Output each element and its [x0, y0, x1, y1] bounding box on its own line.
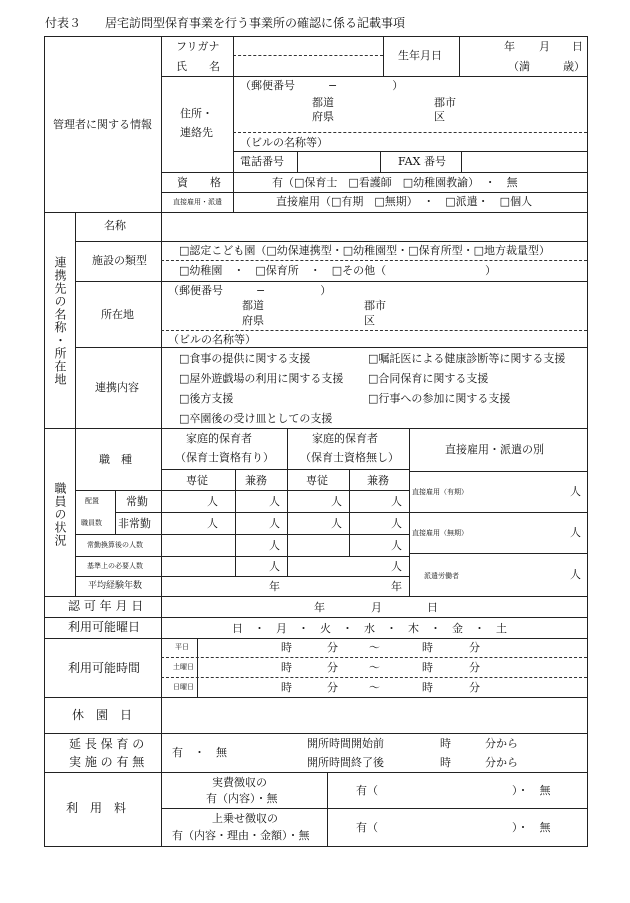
employment-label: 直接雇用・派遣 — [173, 198, 222, 206]
tilde: 〜 — [369, 681, 380, 694]
approval-date-label: 認 可 年 月 日 — [68, 599, 144, 613]
regular-label: 常勤 — [126, 495, 148, 508]
manager-postal: （郵便番号 − ） — [240, 79, 404, 92]
weekday-label: 平日 — [175, 643, 189, 651]
unit-person: 人 — [331, 495, 342, 508]
manager-pref-line1: 都道 — [312, 96, 334, 109]
facility-type-label: 施設の類型 — [92, 254, 147, 267]
tel-label: 電話番号 — [240, 155, 284, 168]
parttime-header: 兼務 — [367, 474, 389, 487]
support-item[interactable]: □卒園後の受け皿としての支援 — [179, 412, 333, 425]
manager-city-line1: 郡市 — [434, 96, 456, 109]
tilde: 〜 — [369, 661, 380, 674]
manager-building: （ビルの名称等） — [240, 136, 328, 149]
partner-name-label: 名称 — [104, 219, 126, 232]
hour-unit: 時 — [281, 641, 292, 654]
extra-cost-label-line2: 有（内容・理由・金額）・無 — [172, 829, 310, 842]
partner-postal: （郵便番号 − ） — [168, 284, 332, 297]
unit-person: 人 — [269, 560, 280, 573]
parttime-header: 兼務 — [245, 474, 267, 487]
extended-care-label-line1: 延 長 保 育 の — [69, 737, 145, 751]
form-number: 付表３ — [45, 16, 82, 30]
hour-unit: 時 — [422, 681, 433, 694]
extended-care-options[interactable]: 有 ・ 無 — [172, 746, 227, 759]
minute-unit: 分 — [327, 661, 338, 674]
after-closing-label: 開所時間終了後 — [307, 756, 384, 769]
approval-year: 年 — [314, 601, 325, 614]
furigana-label: フリガナ — [176, 40, 220, 53]
facility-type-line2[interactable]: □幼稚園 ・ □保育所 ・ □その他（ ） — [179, 264, 497, 277]
support-item[interactable]: □後方支援 — [179, 392, 234, 405]
partner-pref-line2: 府県 — [242, 314, 264, 327]
unit-person: 人 — [391, 517, 402, 530]
qualification-label: 資 格 — [177, 176, 221, 189]
emp-dispatch-label: 派遣労働者 — [424, 572, 459, 580]
tilde: 〜 — [369, 641, 380, 654]
approval-month: 月 — [371, 601, 382, 614]
birth-year-label: 年 — [504, 40, 515, 53]
actual-cost-yes[interactable]: 有（ — [356, 784, 378, 797]
hour-unit: 時 — [281, 681, 292, 694]
fulltime-header: 専従 — [186, 474, 208, 487]
hour-unit: 時 — [281, 661, 292, 674]
support-item[interactable]: □嘱託医による健康診断等に関する支援 — [368, 352, 566, 365]
unit-year: 年 — [269, 580, 280, 593]
name-input[interactable] — [235, 57, 381, 74]
tel-input[interactable] — [299, 153, 378, 170]
partner-pref-line1: 都道 — [242, 299, 264, 312]
minutes-from: 分から — [485, 737, 518, 750]
support-item[interactable]: □屋外遊戯場の利用に関する支援 — [179, 372, 344, 385]
partner-location-label: 所在地 — [101, 308, 134, 321]
manager-city-line2: 区 — [434, 110, 445, 123]
extra-cost-yes[interactable]: 有（ — [356, 821, 378, 834]
avg-years-label: 平均経験年数 — [88, 581, 143, 591]
closed-days-input[interactable] — [163, 699, 586, 731]
header-unqualified-line2: （保育士資格無し） — [300, 451, 399, 464]
unit-person: 人 — [269, 495, 280, 508]
employment-options[interactable]: 直接雇用（□有期 □無期） ・ □派遣・ □個人 — [276, 195, 533, 208]
form-title: 居宅訪問型保育事業を行う事業所の確認に係る記載事項 — [105, 16, 406, 30]
fax-input[interactable] — [463, 153, 585, 170]
approval-day: 日 — [427, 601, 438, 614]
unit-person: 人 — [570, 485, 581, 498]
support-item[interactable]: □合同保育に関する支援 — [368, 372, 489, 385]
support-item[interactable]: □食事の提供に関する支援 — [179, 352, 311, 365]
available-hours-label: 利用可能時間 — [68, 661, 141, 675]
fulltime-header: 専従 — [306, 474, 328, 487]
actual-cost-label-line2: 有（内容）・無 — [206, 792, 278, 805]
birthdate-label: 生年月日 — [398, 49, 442, 62]
minute-unit: 分 — [327, 641, 338, 654]
qualification-options[interactable]: 有（□保育士 □看護師 □幼稚園教諭） ・ 無 — [272, 176, 518, 189]
furigana-input[interactable] — [235, 38, 381, 54]
manager-section-label: 管理者に関する情報 — [53, 118, 152, 131]
partner-name-input[interactable] — [163, 214, 586, 239]
hour-unit: 時 — [440, 737, 451, 750]
unit-person: 人 — [391, 495, 402, 508]
staff-count-label: 職員数 — [81, 519, 102, 527]
extra-cost-no[interactable]: ）・ 無 — [512, 821, 551, 834]
actual-cost-label-line1: 実費徴収の — [212, 776, 267, 789]
fee-label: 利 用 料 — [66, 801, 127, 815]
minutes-from: 分から — [485, 756, 518, 769]
hour-unit: 時 — [422, 661, 433, 674]
birth-month-label: 月 — [539, 40, 550, 53]
partner-city-line2: 区 — [364, 314, 375, 327]
unit-person: 人 — [207, 517, 218, 530]
minute-unit: 分 — [469, 641, 480, 654]
unit-person: 人 — [269, 539, 280, 552]
support-item[interactable]: □行事への参加に関する支援 — [368, 392, 511, 405]
staff-section-label: 職員の状況 — [53, 482, 67, 547]
minute-unit: 分 — [469, 661, 480, 674]
name-label: 氏 名 — [176, 60, 220, 73]
unit-person: 人 — [570, 526, 581, 539]
emp-fixed-label: 直接雇用（有期） — [412, 488, 468, 496]
closed-days-label: 休 園 日 — [72, 708, 133, 722]
address-label-line2: 連絡先 — [180, 126, 213, 139]
header-qualified-line1: 家庭的保育者 — [186, 432, 252, 445]
available-days-options[interactable]: 日 ・ 月 ・ 火 ・ 水 ・ 木 ・ 金 ・ 土 — [232, 622, 507, 635]
header-employment-type: 直接雇用・派遣の別 — [445, 443, 544, 456]
header-qualified-line2: （保育士資格有り） — [175, 451, 274, 464]
partner-building: （ビルの名称等） — [168, 333, 256, 346]
unit-person: 人 — [391, 560, 402, 573]
before-opening-label: 開所時間開始前 — [307, 737, 384, 750]
partner-content-label: 連携内容 — [95, 381, 139, 394]
minute-unit: 分 — [469, 681, 480, 694]
unit-person: 人 — [570, 568, 581, 581]
birth-day-label: 日 — [572, 40, 583, 53]
manager-pref-line2: 府県 — [312, 110, 334, 123]
required-label: 基準上の必要人数 — [87, 562, 143, 570]
unit-person: 人 — [207, 495, 218, 508]
address-label-line1: 住所・ — [180, 107, 213, 120]
placement-label: 配置 — [85, 497, 99, 505]
sunday-label: 日曜日 — [173, 683, 194, 691]
partner-section-label: 連携先の名称・所在地 — [53, 256, 67, 386]
unit-person: 人 — [331, 517, 342, 530]
partner-city-line1: 郡市 — [364, 299, 386, 312]
facility-type-line1[interactable]: □認定こども園（□幼保連携型・□幼稚園型・□保育所型・□地方裁量型） — [179, 244, 550, 257]
available-days-label: 利用可能曜日 — [68, 620, 141, 634]
header-unqualified-line1: 家庭的保育者 — [312, 432, 378, 445]
unit-year: 年 — [391, 580, 402, 593]
extra-cost-label-line1: 上乗せ徴収の — [212, 812, 278, 825]
saturday-label: 土曜日 — [173, 663, 194, 671]
emp-indef-label: 直接雇用（無期） — [412, 529, 468, 537]
hour-unit: 時 — [422, 641, 433, 654]
minute-unit: 分 — [327, 681, 338, 694]
fax-label: FAX 番号 — [398, 155, 446, 168]
age-label: （満 歳） — [508, 60, 585, 73]
actual-cost-no[interactable]: ）・ 無 — [512, 784, 551, 797]
unit-person: 人 — [391, 539, 402, 552]
fte-label: 常勤換算後の人数 — [87, 541, 143, 549]
extended-care-label-line2: 実 施 の 有 無 — [69, 755, 145, 769]
hour-unit: 時 — [440, 756, 451, 769]
unit-person: 人 — [269, 517, 280, 530]
job-type-label: 職 種 — [99, 453, 132, 466]
nonregular-label: 非常勤 — [118, 517, 151, 530]
